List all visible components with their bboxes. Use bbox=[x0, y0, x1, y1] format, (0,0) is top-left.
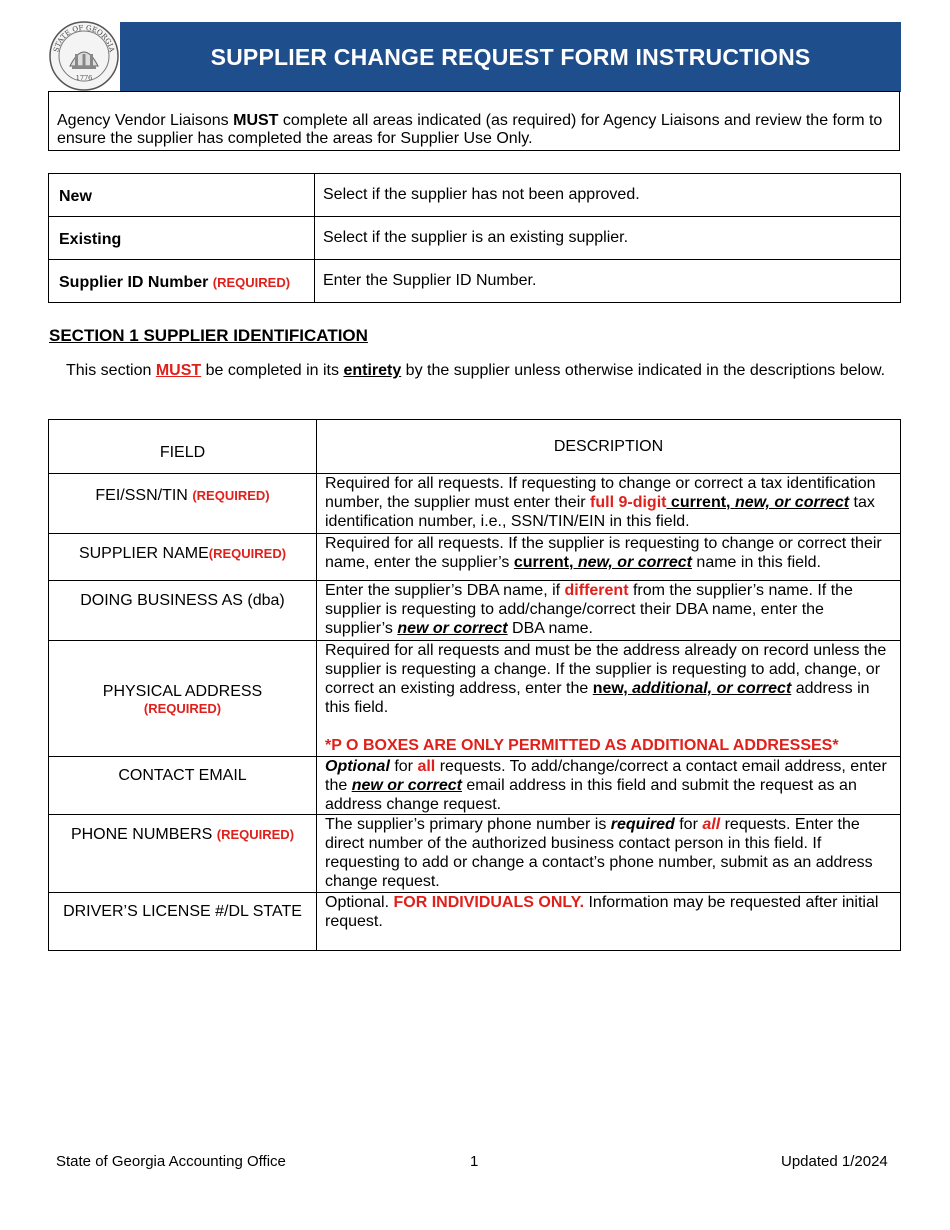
table-row bbox=[49, 581, 901, 641]
field-supplier-name: SUPPLIER NAME(REQUIRED) bbox=[49, 534, 317, 581]
field-drivers-license: DRIVER’S LICENSE #/DL STATE bbox=[49, 893, 317, 951]
table-row bbox=[49, 174, 901, 217]
section-heading: SECTION 1 SUPPLIER IDENTIFICATION bbox=[49, 326, 368, 345]
section-intro: This section MUST be completed in its entirety by the supplier unless otherwise indicated in the descriptions below. bbox=[66, 362, 886, 379]
field-column-header: FIELD bbox=[49, 420, 317, 474]
table-row bbox=[49, 641, 901, 757]
table-header-row bbox=[49, 420, 901, 474]
description-dba: Enter the supplier’s DBA name, if different from the supplier’s name. If the supplier is requesting to add/change/correct their DBA name, enter the supplier’s new or correct DBA name. bbox=[317, 581, 901, 641]
table-row bbox=[49, 534, 901, 581]
new-label: New bbox=[49, 174, 315, 217]
footer-office: State of Georgia Accounting Office bbox=[56, 1153, 286, 1170]
description-supplier-name: Required for all requests. If the supplier is requesting to change or correct their name, enter the supplier’s current, new, or correct name in this field. bbox=[317, 534, 901, 581]
table-row bbox=[49, 893, 901, 951]
field-phone-numbers: PHONE NUMBERS (REQUIRED) bbox=[49, 815, 317, 893]
supplier-id-label: Supplier ID Number (REQUIRED) bbox=[49, 260, 315, 303]
new-description: Select if the supplier has not been approved. bbox=[315, 174, 901, 217]
svg-text:1776: 1776 bbox=[75, 74, 93, 82]
description-fei: Required for all requests. If requesting to change or correct a tax identification number, the supplier must enter their full 9-digit current, new, or correct tax identification number, i.e., SSN/TIN/EIN in this field. bbox=[317, 474, 901, 534]
existing-description: Select if the supplier is an existing supplier. bbox=[315, 217, 901, 260]
description-drivers-license: Optional. FOR INDIVIDUALS ONLY. Information may be requested after initial request. bbox=[317, 893, 901, 951]
field-physical-address: PHYSICAL ADDRESS (REQUIRED) bbox=[49, 641, 317, 757]
existing-label: Existing bbox=[49, 217, 315, 260]
intro-instructions bbox=[48, 91, 900, 151]
field-fei: FEI/SSN/TIN (REQUIRED) bbox=[49, 474, 317, 534]
supplier-id-description: Enter the Supplier ID Number. bbox=[315, 260, 901, 303]
table-row bbox=[49, 474, 901, 534]
emphasis-entirety: entirety bbox=[343, 362, 402, 379]
georgia-seal-logo bbox=[46, 20, 122, 92]
intro-text-b: complete all areas indicated (as required) for Agency Liaisons and review the form to ensure the supplier has completed the areas for Supplier Use Only. bbox=[57, 112, 883, 147]
intro-must: MUST bbox=[233, 112, 279, 129]
description-physical-address: Required for all requests and must be the address already on record unless the supplier is requesting a change. If the supplier is requesting to add, change, or correct an existing address, enter the new, additional, or correct address in this field. *P O BOXES ARE ONLY PERMITTED AS ADDITIONAL ADDRESSES* bbox=[317, 641, 901, 757]
supplier-identification-table bbox=[48, 419, 901, 951]
page-number: 1 bbox=[470, 1153, 479, 1170]
required-tag: (REQUIRED) bbox=[212, 275, 291, 290]
field-contact-email: CONTACT EMAIL bbox=[49, 757, 317, 815]
form-title-banner bbox=[120, 22, 901, 92]
description-phone-numbers: The supplier’s primary phone number is required for all requests. Enter the direct number of the authorized business contact person in this field. If requesting to add or change a contact’s phone number, submit as an address change request. bbox=[317, 815, 901, 893]
table-row bbox=[49, 757, 901, 815]
table-row bbox=[49, 217, 901, 260]
intro-text-a: Agency Vendor Liaisons bbox=[57, 112, 234, 129]
po-box-warning: *P O BOXES ARE ONLY PERMITTED AS ADDITIONAL ADDRESSES* bbox=[325, 737, 839, 754]
table-row bbox=[49, 815, 901, 893]
emphasis-must: MUST bbox=[155, 362, 202, 379]
page-title: SUPPLIER CHANGE REQUEST FORM INSTRUCTIONS bbox=[210, 43, 811, 70]
svg-text:STATE OF GEORGIA: STATE OF GEORGIA bbox=[52, 23, 116, 53]
description-contact-email: Optional for all requests. To add/change/correct a contact email address, enter the new or correct email address in this field and submit the request as an address change request. bbox=[317, 757, 901, 815]
description-column-header: DESCRIPTION bbox=[317, 420, 901, 474]
table-row bbox=[49, 260, 901, 303]
footer-updated: Updated 1/2024 bbox=[781, 1153, 888, 1170]
field-dba: DOING BUSINESS AS (dba) bbox=[49, 581, 317, 641]
request-type-table bbox=[48, 173, 901, 303]
